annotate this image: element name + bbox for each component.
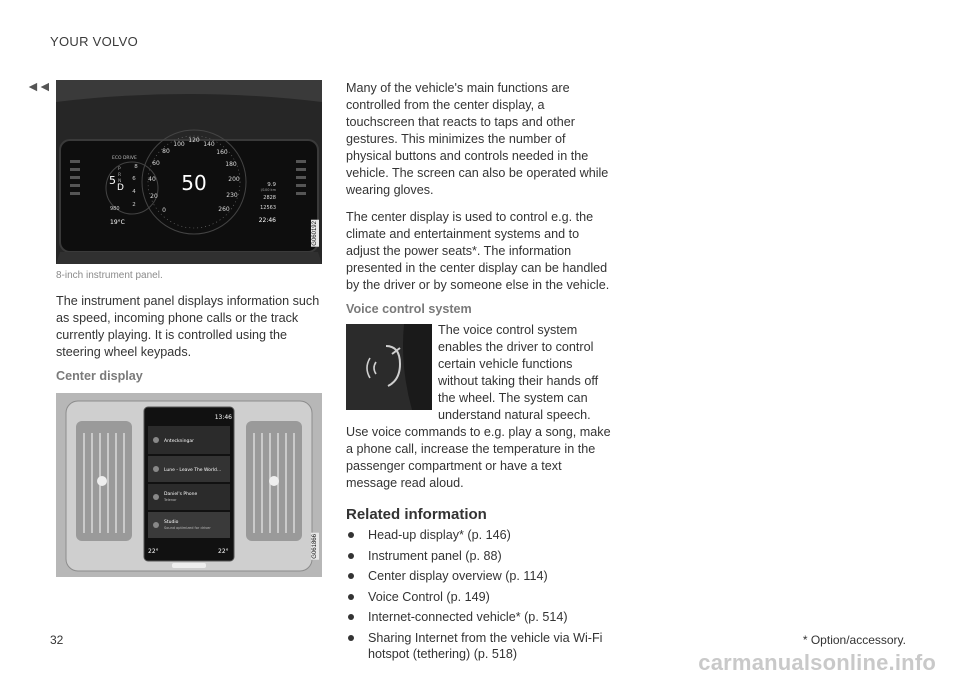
speed-tick: 160: [216, 149, 228, 156]
instrument-panel-image: [56, 80, 322, 264]
related-link[interactable]: Internet-connected vehicle* (p. 514): [346, 609, 612, 625]
drive-mode-label: ECO DRIVE: [112, 156, 137, 161]
odometer-b: 12563: [260, 205, 276, 211]
voice-control-paragraph: The voice control system enables the driver to control certain vehicle functions without taking their hands off the wheel. The system can understand natural speech. Use voice commands to e.g. play a song, make a phone call, increase the temperature in the passenger compartment or have a text message read aloud.: [346, 323, 611, 490]
rpm-tick: 4: [132, 189, 136, 195]
image-code: G060192: [312, 221, 318, 246]
related-information-heading: Related information: [346, 506, 487, 523]
speed-tick: 230: [226, 192, 238, 199]
speed-tick: 100: [173, 141, 185, 148]
trip-consumption: 9.9: [267, 182, 276, 188]
speed-tick: 180: [225, 161, 237, 168]
speed-tick: 200: [228, 176, 240, 183]
left-column: [56, 80, 322, 577]
footnote: * Option/accessory.: [802, 633, 906, 647]
speed-tick: 60: [152, 160, 160, 167]
related-link[interactable]: Voice Control (p. 149): [346, 589, 612, 605]
speed-tick: 0: [162, 207, 166, 214]
tile-phone-sub: Telenor: [164, 498, 177, 502]
tile-notes: Anteckningar: [164, 439, 194, 444]
range-readout: 980: [110, 206, 120, 212]
gear-letter: D: [117, 183, 124, 193]
bullet-icon: [348, 594, 354, 600]
instrument-panel-paragraph: The instrument panel displays information such as speed, incoming phone calls or the track currently playing. It is controlled using the steering wheel keypads.: [56, 294, 320, 359]
center-display-paragraph-1: Many of the vehicle's main functions are controlled from the center display, a touchscreen that reacts to taps and other gestures. This minimizes the number of physical buttons and controls needed in the vehicle. The screen can also be operated while wearing gloves.: [346, 81, 609, 197]
voice-control-icon: [346, 324, 432, 410]
speed-tick: 140: [203, 141, 215, 148]
speed-tick: 260: [218, 206, 230, 213]
tile-phone: Daniel's Phone: [164, 492, 198, 497]
right-column: [346, 80, 612, 666]
speed-tick: 80: [162, 148, 170, 155]
subheading-center-display: Center display: [56, 369, 143, 383]
tile-media: Lune - Leave The World...: [164, 468, 222, 473]
rpm-tick: 8: [134, 164, 138, 170]
bullet-icon: [348, 553, 354, 559]
related-link[interactable]: Head-up display* (p. 146): [346, 527, 612, 543]
speed-tick: 20: [150, 193, 158, 200]
page-number: 32: [50, 633, 64, 647]
bullet-icon: [348, 573, 354, 579]
center-display-paragraph-2: The center display is used to control e.g. the climate and entertainment systems and to adjust the power seats*. The information presented in the center display can be handled by the driver or by someone else in the vehicle.: [346, 210, 610, 292]
bullet-icon: [348, 635, 354, 641]
gear-n: N: [118, 179, 122, 184]
trip-unit: l/100 km: [260, 188, 276, 192]
temp-right: 22°: [218, 548, 229, 555]
speed-readout: 50: [181, 171, 207, 195]
bullet-icon: [348, 614, 354, 620]
page-header-title: YOUR VOLVO: [50, 34, 139, 49]
tile-audio-sub: Sound optimized for driver: [164, 526, 211, 530]
related-information-list: [346, 527, 612, 662]
temp-left: 22°: [148, 548, 159, 555]
rpm-tick: 2: [132, 202, 136, 208]
figure-caption: 8-inch instrument panel.: [56, 270, 163, 281]
center-display-image: [56, 393, 322, 577]
gear-number: 5: [109, 174, 116, 187]
bullet-icon: [348, 532, 354, 538]
speed-tick: 120: [188, 137, 200, 144]
instrument-panel-illustration: [56, 80, 322, 264]
rpm-tick: 6: [132, 176, 136, 182]
related-link[interactable]: Instrument panel (p. 88): [346, 548, 612, 564]
speed-tick: 40: [148, 176, 156, 183]
back-arrows-icon[interactable]: ◄◄: [26, 78, 50, 94]
watermark: carmanualsonline.info: [698, 650, 936, 675]
voice-control-block: [346, 322, 612, 492]
outside-temperature: 19°C: [110, 219, 125, 226]
center-clock: 13:46: [214, 414, 232, 421]
subheading-voice-control: Voice control system: [346, 302, 472, 316]
image-code: G061866: [312, 534, 318, 559]
related-link[interactable]: Sharing Internet from the vehicle via Wi-Fi hotspot (tethering) (p. 518): [346, 630, 612, 662]
clock-readout: 22:46: [258, 217, 276, 224]
related-link[interactable]: Center display overview (p. 114): [346, 568, 612, 584]
voice-control-button-image: [346, 324, 432, 410]
odometer-a: 2828: [263, 195, 276, 201]
gear-r: R: [118, 173, 122, 178]
center-display-illustration: [56, 393, 322, 577]
gear-p: P: [118, 167, 121, 172]
tile-audio: Studio: [164, 520, 179, 525]
